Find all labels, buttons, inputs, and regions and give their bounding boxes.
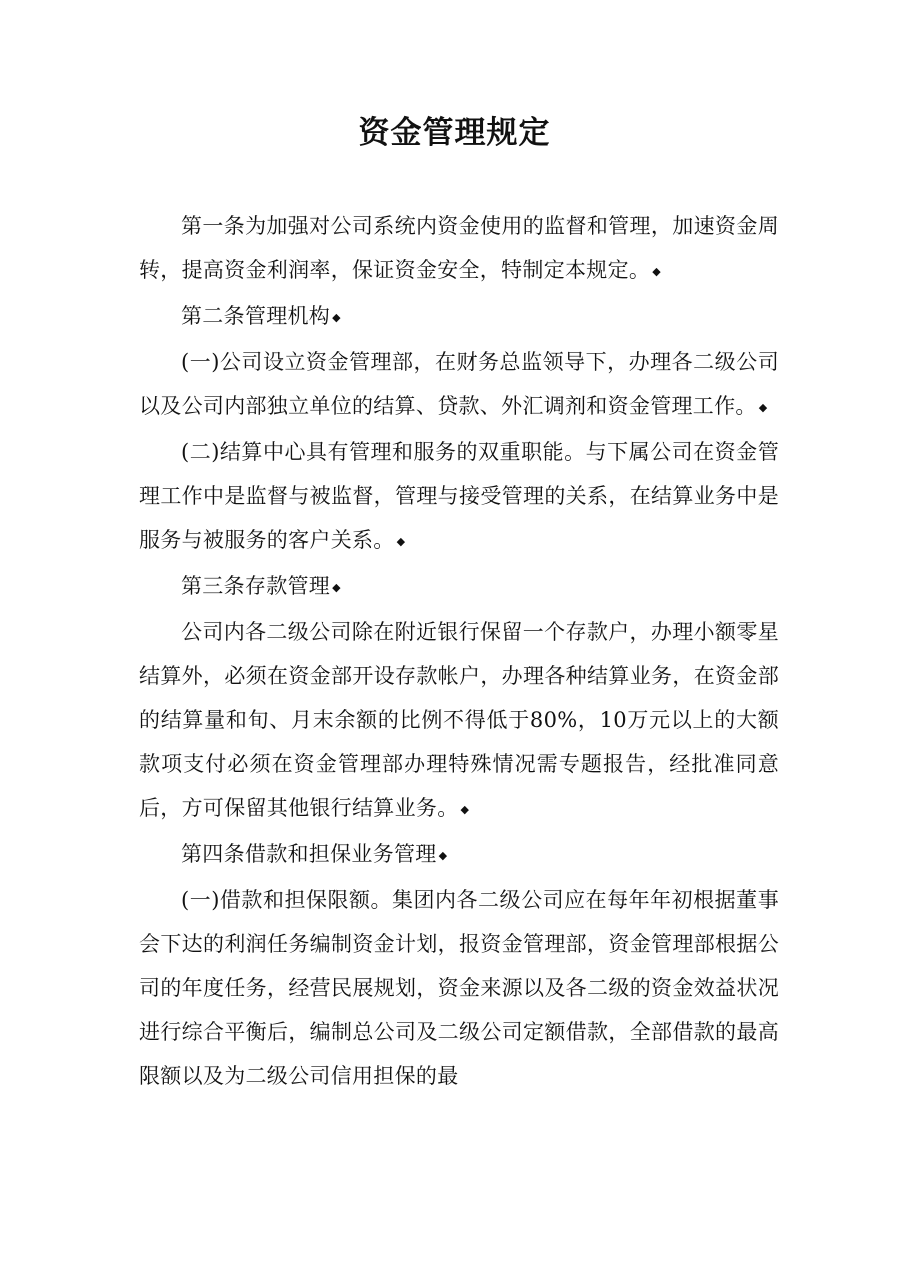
paragraph-article-2-heading [139, 294, 779, 340]
paragraph-mark-icon: ◆ [332, 581, 341, 594]
paragraph-article-2-item-2 [139, 430, 779, 564]
paragraph-text: 公司内各二级公司除在附近银行保留一个存款户，办理小额零星结算外，必须在资金部开设存款帐户，办理各种结算业务，在资金部的结算量和旬、月末余额的比例不得低于80%，10万元以上的大额款项支付必须在资金管理部办理特殊情况需专题报告，经批准同意后，方可保留其他银行结算业务。 [139, 620, 779, 820]
paragraph-text: (一)借款和担保限额。集团内各二级公司应在每年年初根据董事会下达的利润任务编制资金计划，报资金管理部，资金管理部根据公司的年度任务，经营民展规划，资金来源以及各二级的资金效益状况进行综合平衡后，编制总公司及二级公司定额借款，全部借款的最高限额以及为二级公司信用担保的最 [139, 888, 779, 1088]
paragraph-mark-icon: ◆ [438, 849, 448, 862]
paragraph-text: 第一条为加强对公司系统内资金使用的监督和管理，加速资金周转，提高资金利润率，保证资金安全，特制定本规定。 [139, 214, 779, 282]
paragraph-text: (二)结算中心具有管理和服务的双重职能。与下属公司在资金管理工作中是监督与被监督，管理与接受管理的关系，在结算业务中是服务与被服务的客户关系。 [139, 440, 779, 552]
paragraph-text: (一)公司设立资金管理部，在财务总监领导下，办理各二级公司以及公司内部独立单位的结算、贷款、外汇调剂和资金管理工作。 [139, 350, 779, 418]
paragraph-mark-icon: ◆ [758, 401, 768, 414]
paragraph-article-2-item-1 [139, 340, 779, 430]
document-body [139, 204, 779, 1098]
document-title: 资金管理规定 [358, 115, 551, 151]
paragraph-article-3-body [139, 610, 779, 832]
paragraph-mark-icon: ◆ [460, 803, 470, 816]
paragraph-mark-icon: ◆ [652, 265, 661, 278]
paragraph-text: 第二条管理机构 [181, 304, 331, 328]
paragraph-text: 第四条借款和担保业务管理 [181, 842, 437, 866]
paragraph-article-3-heading [139, 564, 779, 610]
paragraph-article-4-heading [139, 832, 779, 878]
paragraph-text: 第三条存款管理 [181, 574, 331, 598]
paragraph-mark-icon: ◆ [332, 311, 341, 324]
paragraph-article-1 [139, 204, 779, 294]
paragraph-article-4-item-1 [139, 878, 779, 1098]
paragraph-mark-icon: ◆ [396, 535, 406, 548]
